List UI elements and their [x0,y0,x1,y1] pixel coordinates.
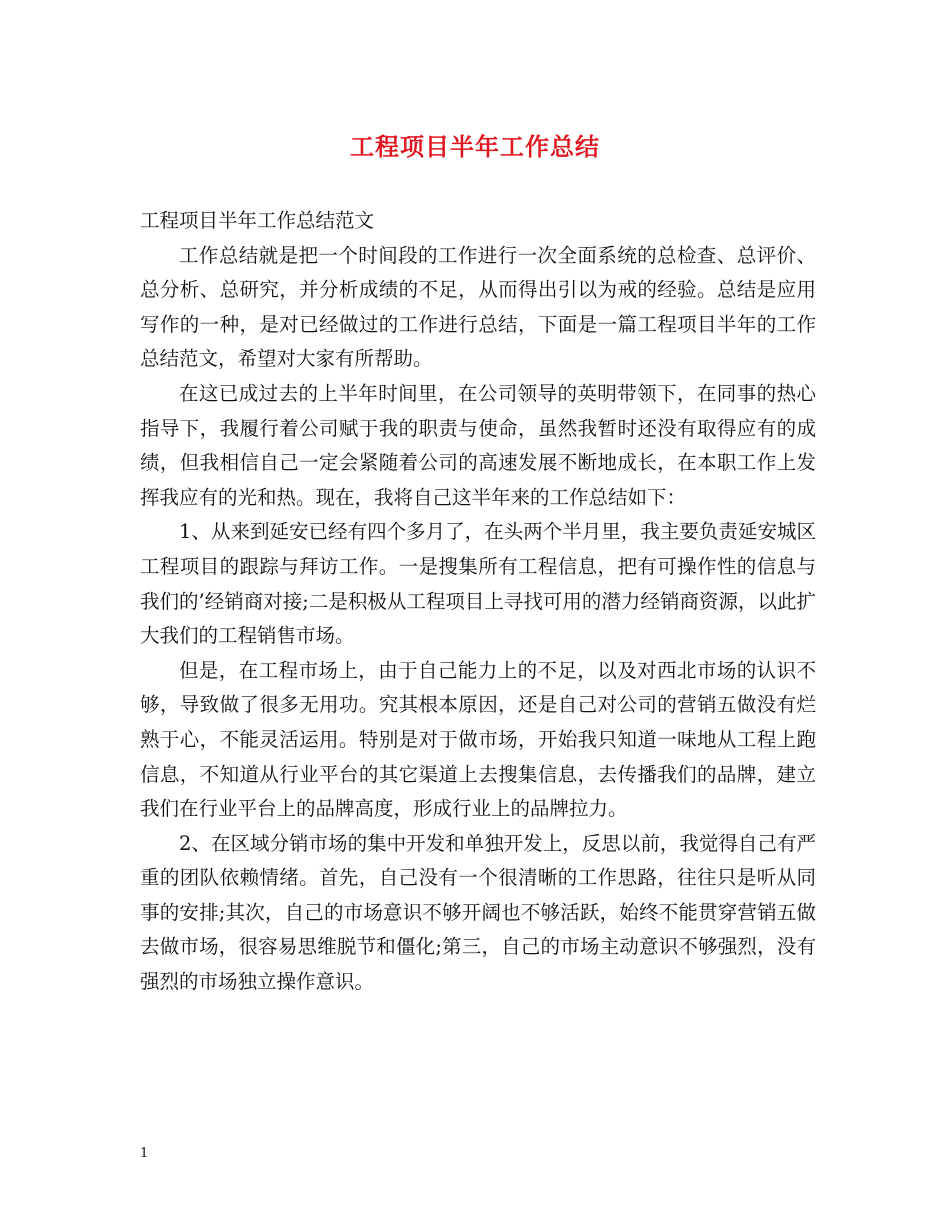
paragraph-intro: 工作总结就是把一个时间段的工作进行一次全面系统的总检查、总评价、总分析、总研究，并分析成绩的不足，从而得出引以为戒的经验。总结是应用写作的一种，是对已经做过的工作进行总结，下面是一篇工程项目半年的工作总结范文，希望对大家有所帮助。 [140,243,816,371]
paragraph-point-2: 2、在区域分销市场的集中开发和单独开发上，反思以前，我觉得自己有严重的团队依赖情绪。首先，自己没有一个很清晰的工作思路，往往只是听从同事的安排;其次，自己的市场意识不够开阔也不够活跃，始终不能贯穿营销五做去做市场，很容易思维脱节和僵化;第三，自己的市场主动意识不够强烈，没有强烈的市场独立操作意识。 [140,831,816,994]
document-subtitle: 工程项目半年工作总结范文 [140,209,375,232]
paragraph-point-1: 1、从来到延安已经有四个多月了，在头两个半月里，我主要负责延安城区工程项目的跟踪与拜访工作。一是搜集所有工程信息，把有可操作性的信息与我们的’经销商对接;二是积极从工程项目上寻找可用的潜力经销商资源，以此扩大我们的工程销售市场。 [140,520,816,648]
paragraph-reflection: 但是，在工程市场上，由于自己能力上的不足，以及对西北市场的认识不够，导致做了很多无用功。究其根本原因，还是自己对公司的营销五做没有烂熟于心，不能灵活运用。特别是对于做市场，开始我只知道一味地从工程上跑信息，不知道从行业平台的其它渠道上去搜集信息，去传播我们的品牌，建立我们在行业平台上的品牌高度，形成行业上的品牌拉力。 [140,658,816,821]
paragraph-overview: 在这已成过去的上半年时间里，在公司领导的英明带领下，在同事的热心指导下，我履行着公司赋于我的职责与使命，虽然我暂时还没有取得应有的成绩，但我相信自己一定会紧随着公司的高速发展不断地成长，在本职工作上发挥我应有的光和热。现在，我将自己这半年来的工作总结如下： [140,381,816,509]
document-title: 工程项目半年工作总结 [350,132,600,161]
document-body [140,204,816,1000]
page-number: 1 [140,1146,149,1161]
